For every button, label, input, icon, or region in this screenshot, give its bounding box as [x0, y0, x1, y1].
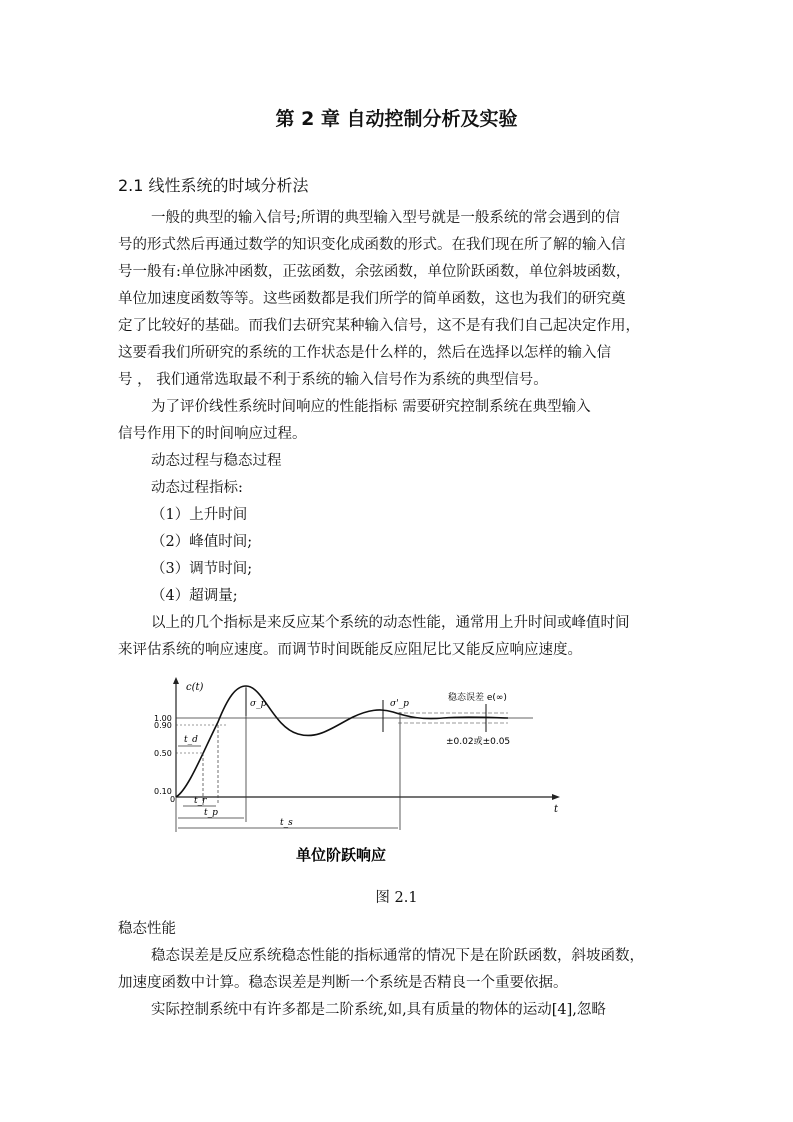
paragraph-line: 稳态误差是反应系统稳态性能的指标通常的情况下是在阶跃函数，斜坡函数，	[151, 948, 644, 964]
figure-title: 单位阶跃响应	[296, 846, 387, 864]
paragraph-line: 号的形式然后再通过数学的知识变化成函数的形式。在我们现在所了解的输入信	[118, 237, 626, 253]
list-intro: 动态过程指标:	[151, 480, 243, 496]
paragraph-line: 来评估系统的响应速度。而调节时间既能反应阻尼比又能反应响应速度。	[118, 642, 582, 658]
paragraph-line: 实际控制系统中有许多都是二阶系统,如,具有质量的物体的运动[4],忽略	[151, 1002, 606, 1018]
list-item: （1）上升时间	[151, 507, 248, 523]
list-item: （4）超调量;	[151, 588, 238, 604]
section-title: 2.1 线性系统的时域分析法	[118, 176, 309, 195]
tp-label: t_p	[204, 808, 218, 818]
x-axis-label: t	[554, 804, 559, 815]
paragraph-line: 为了评价线性系统时间响应的性能指标 需要研究控制系统在典型输入	[151, 399, 591, 415]
list-item: （2）峰值时间;	[151, 534, 253, 550]
y-tick-label: 0.90	[154, 721, 172, 730]
y-tick-label: 0.50	[154, 749, 172, 758]
list-intro: 动态过程与稳态过程	[151, 453, 282, 469]
chapter-title: 第 2 章 自动控制分析及实验	[275, 108, 518, 130]
paragraph-line: 一般的典型的输入信号;所谓的典型输入型号就是一般系统的常会遇到的信	[151, 210, 620, 226]
paragraph-line: 信号作用下的时间响应过程。	[118, 426, 307, 442]
y-tick-label: 0	[170, 795, 176, 804]
td-label: t_d	[184, 735, 198, 745]
paragraph-line: 定了比较好的基础。而我们去研究某种输入信号，这不是有我们自己起决定作用，	[118, 318, 640, 334]
paragraph-line: 加速度函数中计算。稳态误差是判断一个系统是否精良一个重要依据。	[118, 975, 568, 991]
steady-error-label: 稳态误差 e(∞)	[448, 693, 507, 703]
paragraph-line: 以上的几个指标是来反应某个系统的动态性能，通常用上升时间或峰值时间	[151, 615, 630, 631]
y-tick-label: 1.00	[154, 714, 172, 723]
list-item: （3）调节时间;	[151, 561, 253, 577]
y-tick-label: 0.10	[154, 787, 172, 796]
step-response-figure	[154, 672, 578, 872]
paragraph-line: 号 ， 我们通常选取最不利于系统的输入信号作为系统的典型信号。	[118, 372, 548, 388]
figure-caption: 图 2.1	[375, 890, 418, 906]
sigma-p2-label: σ'_p	[390, 699, 409, 709]
tolerance-label: ±0.02或±0.05	[446, 737, 511, 747]
paragraph-line: 这要看我们所研究的系统的工作状态是什么样的，然后在选择以怎样的输入信	[118, 345, 611, 361]
y-axis-label: c(t)	[186, 682, 204, 693]
subsection-heading: 稳态性能	[118, 921, 176, 937]
paragraph-line: 号一般有:单位脉冲函数，正弦函数，余弦函数，单位阶跃函数，单位斜坡函数，	[118, 264, 631, 280]
tr-label: t_r	[194, 796, 207, 806]
ts-label: t_s	[280, 818, 293, 828]
paragraph-line: 单位加速度函数等等。这些函数都是我们所学的简单函数，这也为我们的研究奠	[118, 291, 626, 307]
x-axis-arrow	[552, 794, 560, 800]
sigma-p-label: σ_p	[250, 699, 267, 709]
y-axis-arrow	[173, 677, 179, 684]
